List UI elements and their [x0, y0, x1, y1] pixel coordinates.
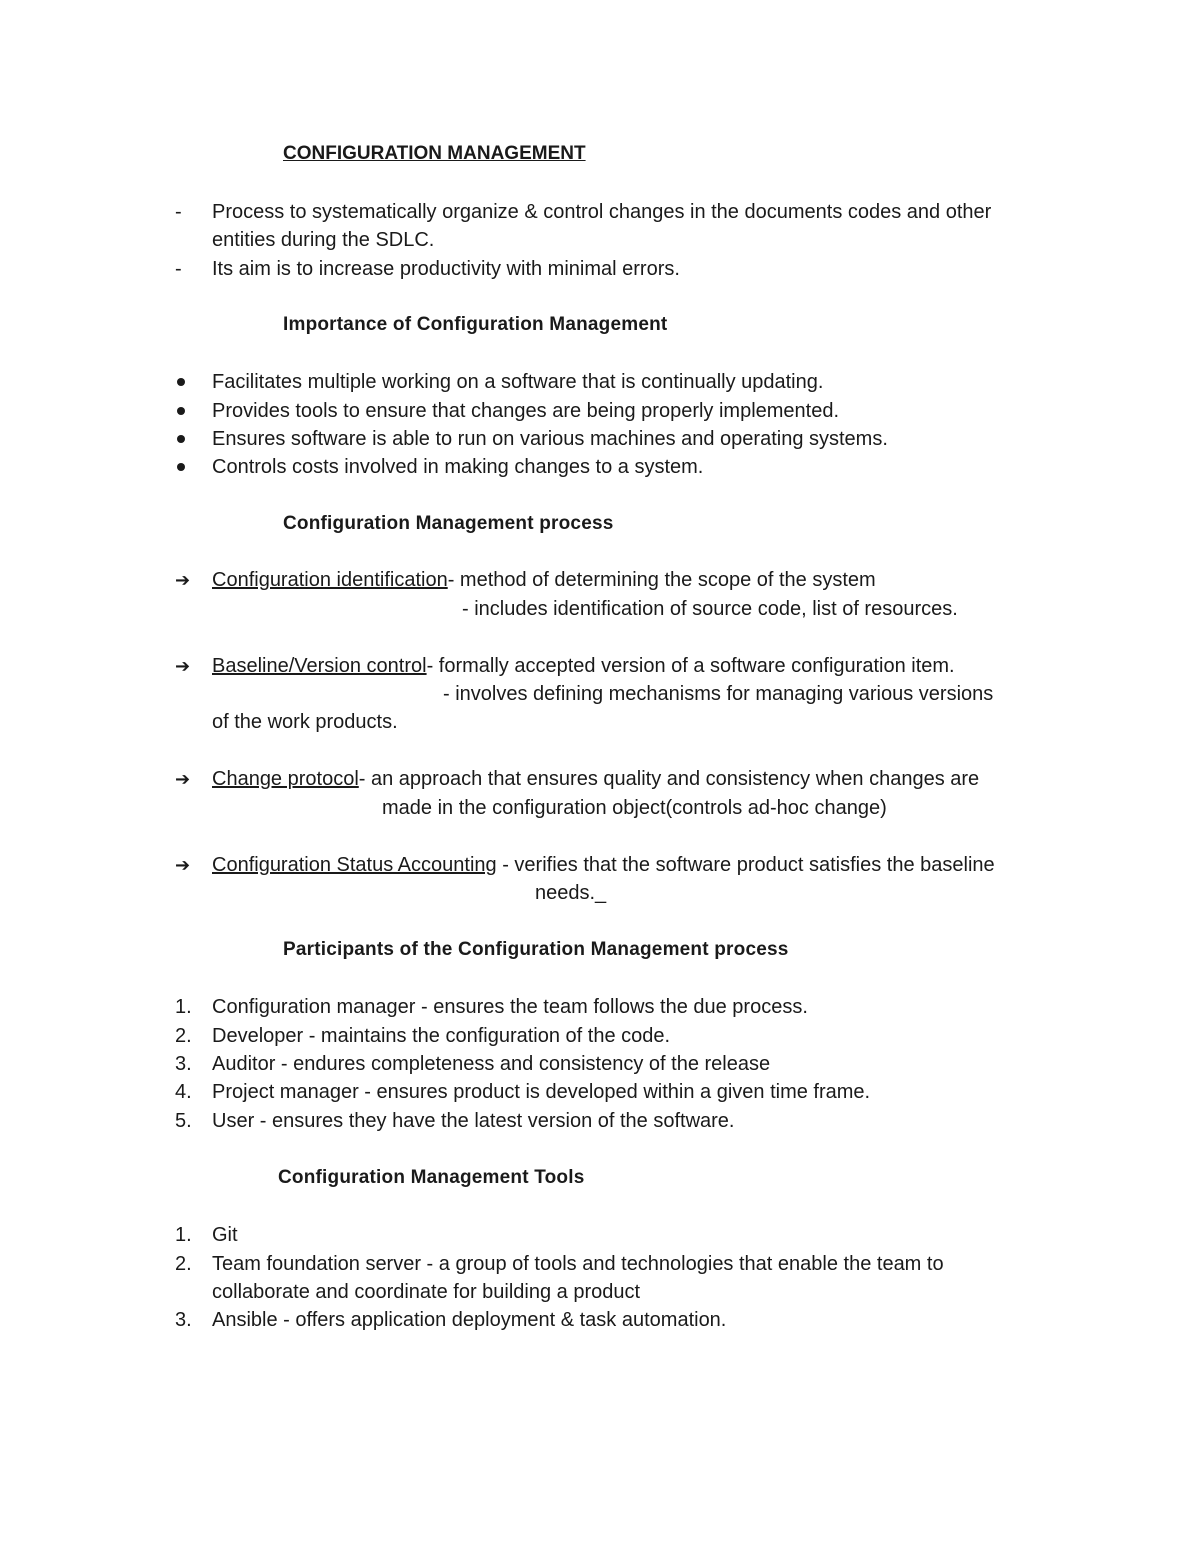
tools-heading: Configuration Management Tools: [278, 1167, 585, 1188]
process-term: Configuration Status Accounting: [212, 854, 497, 876]
bullet-icon: [177, 407, 185, 415]
list-number: 2.: [175, 1025, 192, 1047]
participant-item: Project manager - ensures product is developed within a given time frame.: [212, 1081, 871, 1103]
tool-item: Git: [212, 1224, 238, 1246]
list-number: 4.: [175, 1081, 192, 1103]
bullet-icon: [177, 463, 185, 471]
importance-item: Provides tools to ensure that changes are being properly implemented.: [212, 400, 840, 422]
participants-heading: Participants of the Configuration Management process: [283, 939, 789, 960]
process-desc-continued: made in the configuration object(controls ad-hoc change): [382, 797, 887, 819]
process-desc-continued: - includes identification of source code, list of resources.: [462, 598, 958, 620]
participant-item: Auditor - endures completeness and consistency of the release: [212, 1053, 771, 1075]
process-item: [212, 566, 876, 594]
list-number: 3.: [175, 1309, 192, 1331]
importance-item: Controls costs involved in making changes to a system.: [212, 456, 704, 478]
process-term: Change protocol: [212, 768, 359, 790]
process-desc: - method of determining the scope of the system: [447, 569, 876, 591]
tool-item: Team foundation server - a group of tools and technologies that enable the team to: [212, 1253, 944, 1275]
list-number: 2.: [175, 1253, 192, 1275]
process-desc: - verifies that the software product satisfies the baseline: [496, 854, 995, 876]
right-arrow-icon: ➔: [175, 656, 191, 677]
process-desc: - formally accepted version of a software configuration item.: [426, 655, 955, 677]
process-term: Configuration identification: [212, 569, 448, 591]
process-heading: Configuration Management process: [283, 513, 614, 534]
process-item: [212, 851, 995, 879]
importance-item: Ensures software is able to run on various machines and operating systems.: [212, 428, 888, 450]
importance-heading: Importance of Configuration Management: [283, 314, 668, 335]
right-arrow-icon: ➔: [175, 769, 191, 790]
process-desc-continued: - involves defining mechanisms for managing various versions: [443, 683, 994, 705]
process-term: Baseline/Version control: [212, 655, 427, 677]
tool-item-continued: collaborate and coordinate for building a product: [212, 1281, 641, 1303]
tool-item: Ansible - offers application deployment & task automation.: [212, 1309, 727, 1331]
list-number: 5.: [175, 1110, 192, 1132]
dash-marker: -: [175, 258, 182, 280]
importance-item: Facilitates multiple working on a software that is continually updating.: [212, 371, 824, 393]
participant-item: User - ensures they have the latest version of the software.: [212, 1110, 735, 1132]
participant-item: Configuration manager - ensures the team follows the due process.: [212, 996, 808, 1018]
process-item: [212, 652, 955, 680]
right-arrow-icon: ➔: [175, 855, 191, 876]
right-arrow-icon: ➔: [175, 570, 191, 591]
intro-item-line: Process to systematically organize & control changes in the documents codes and other: [212, 201, 992, 223]
intro-item-line: entities during the SDLC.: [212, 229, 435, 251]
process-desc-continued: of the work products.: [212, 711, 398, 733]
intro-item-line: Its aim is to increase productivity with minimal errors.: [212, 258, 680, 280]
process-desc-continued: needs._: [535, 882, 607, 904]
dash-marker: -: [175, 201, 182, 223]
process-item: [212, 765, 979, 793]
process-desc: - an approach that ensures quality and consistency when changes are: [358, 768, 980, 790]
bullet-icon: [177, 378, 185, 386]
bullet-icon: [177, 435, 185, 443]
list-number: 1.: [175, 1224, 192, 1246]
list-number: 1.: [175, 996, 192, 1018]
list-number: 3.: [175, 1053, 192, 1075]
page-title: CONFIGURATION MANAGEMENT: [283, 143, 586, 164]
participant-item: Developer - maintains the configuration of the code.: [212, 1025, 671, 1047]
